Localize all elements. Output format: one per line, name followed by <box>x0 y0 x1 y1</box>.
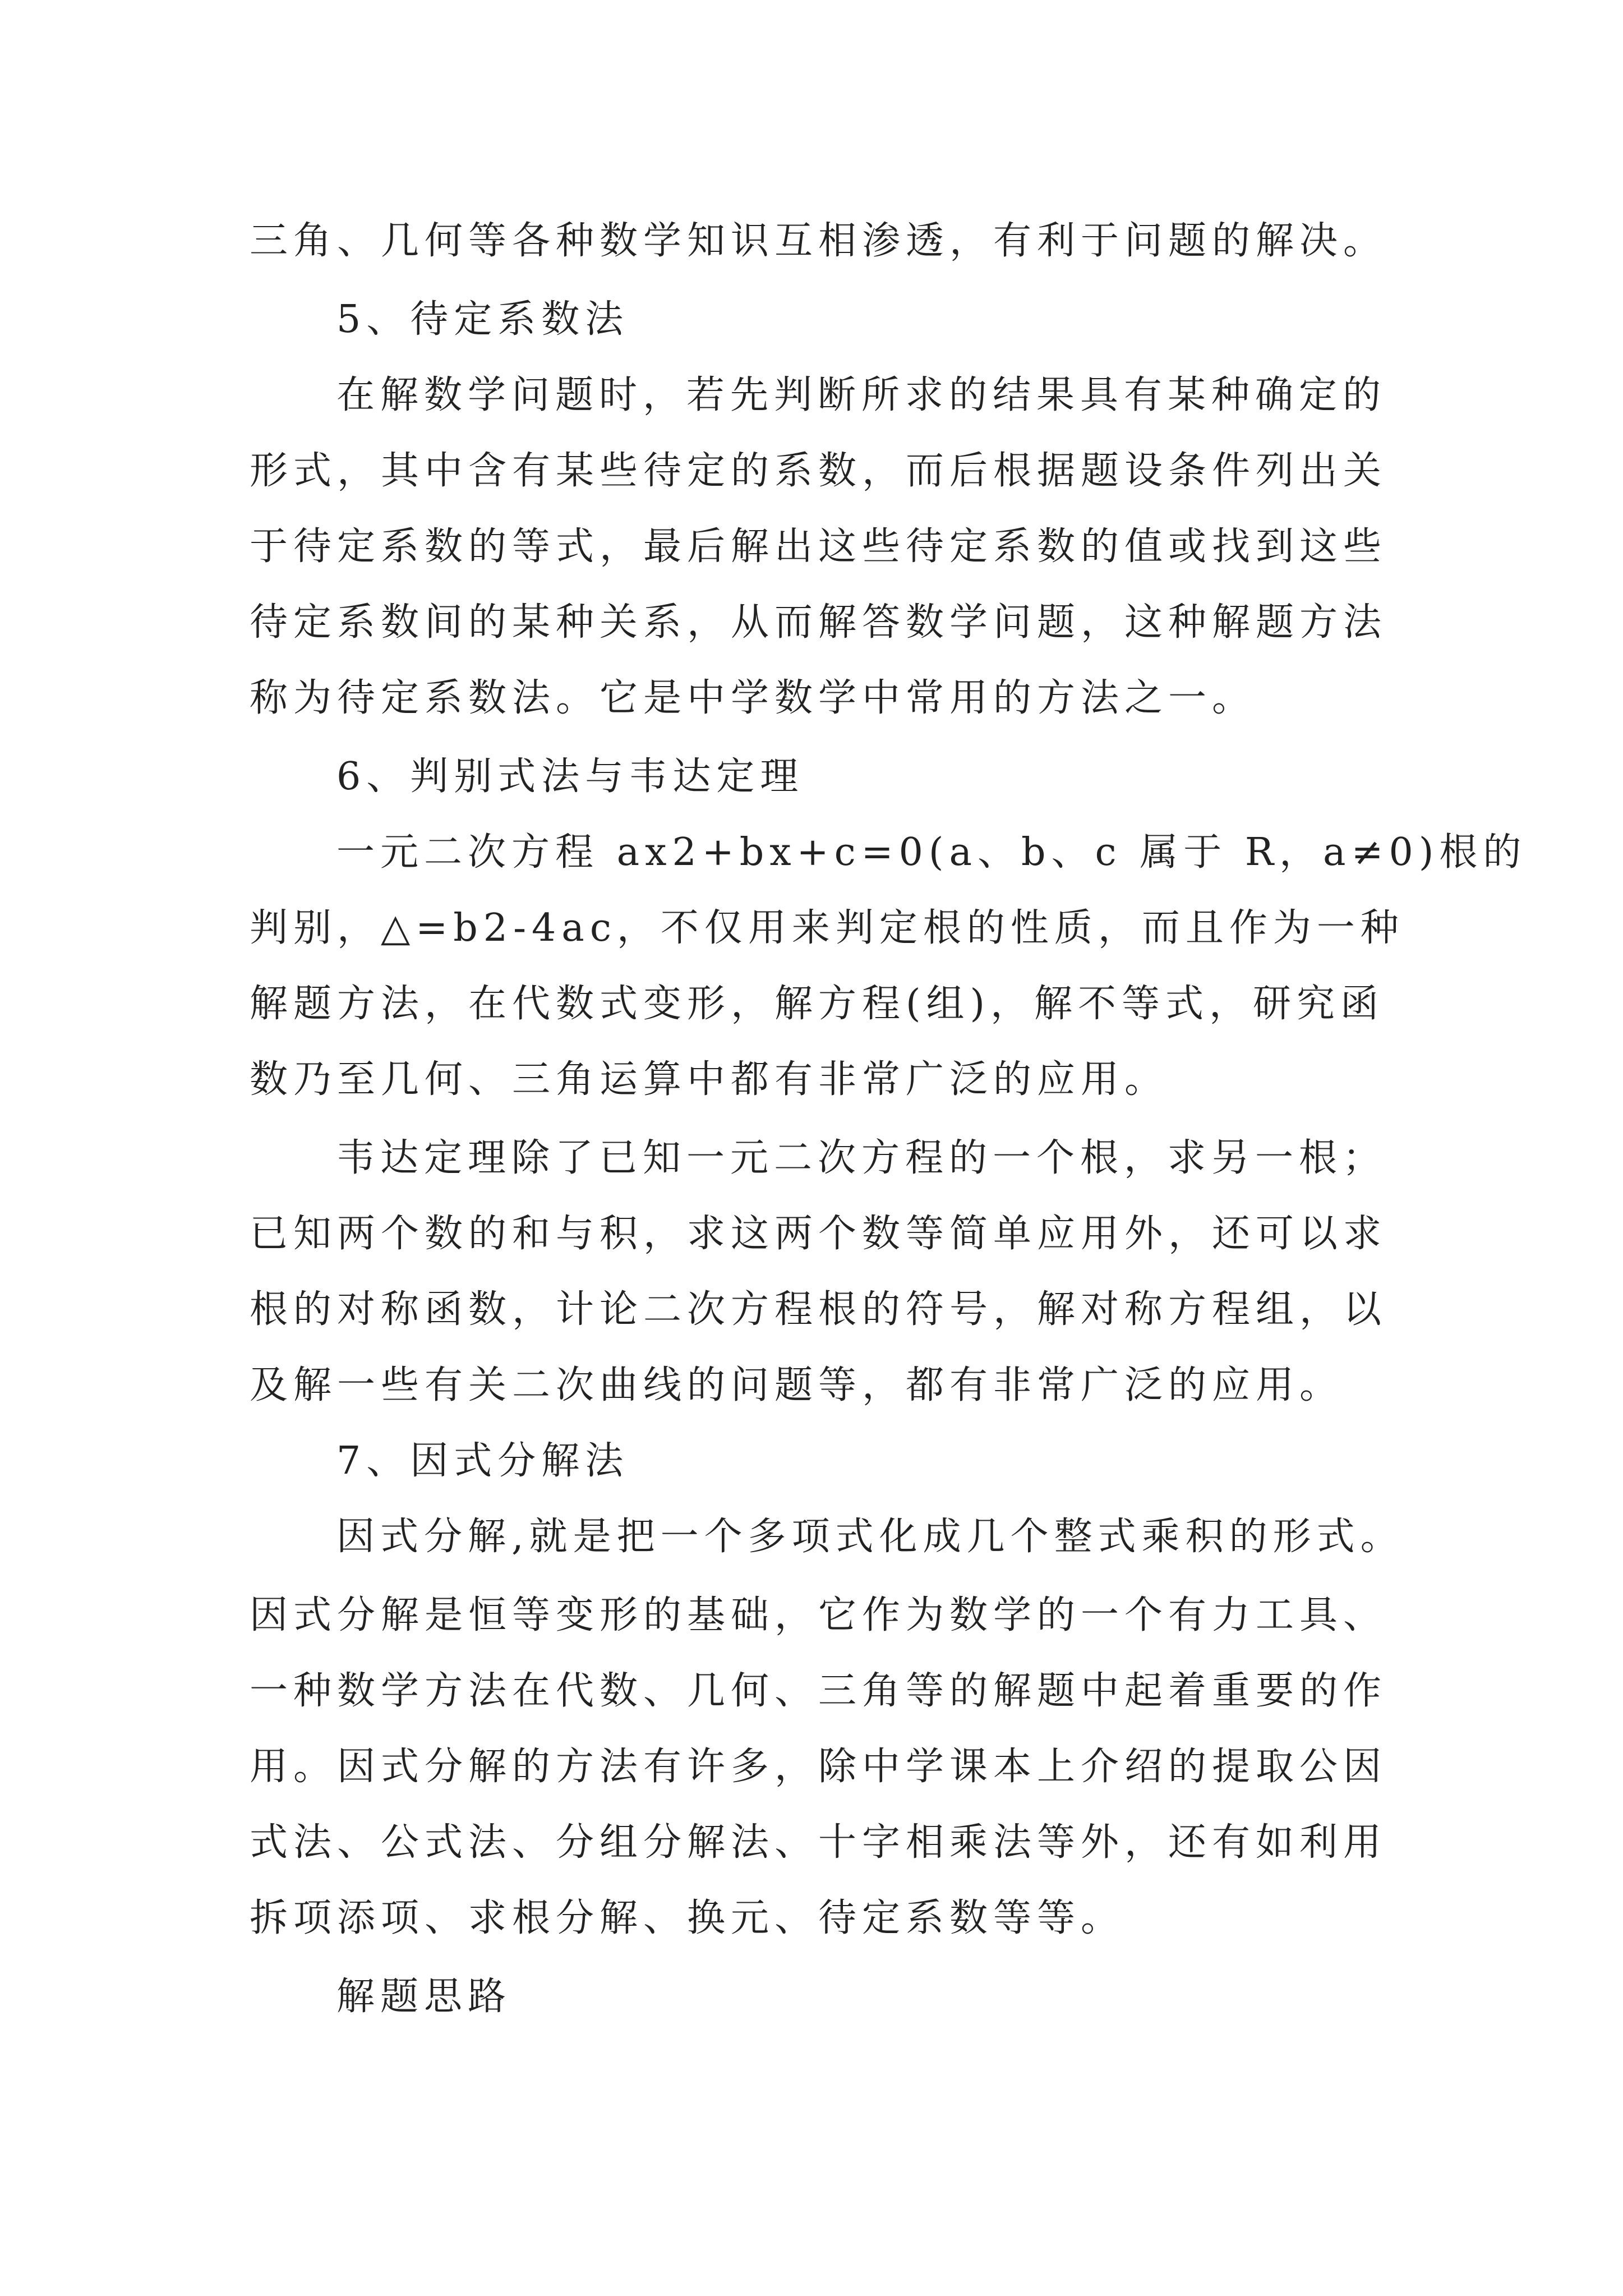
section-heading: 6、判别式法与韦达定理 <box>336 754 804 799</box>
text-line: 一种数学方法在代数、几何、三角等的解题中起着重要的作 <box>250 1669 1387 1713</box>
text-line: 解题方法，在代数式变形，解方程(组)，解不等式，研究函 <box>250 982 1385 1026</box>
text-line: 拆项添项、求根分解、换元、待定系数等等。 <box>250 1896 1125 1940</box>
text-line: 因式分解,就是把一个多项式化成几个整式乘积的形式。 <box>336 1515 1404 1559</box>
text-line: 一元二次方程 ax2+bx+c=0(a、b、c 属于 R，a≠0)根的 <box>336 830 1527 875</box>
text-line: 式法、公式法、分组分解法、十字相乘法等外，还有如利用 <box>250 1820 1387 1865</box>
section-heading: 7、因式分解法 <box>336 1439 629 1483</box>
text-line: 称为待定系数法。它是中学数学中常用的方法之一。 <box>250 676 1256 720</box>
text-line: 根的对称函数，计论二次方程根的符号，解对称方程组，以 <box>250 1287 1387 1332</box>
text-line: 形式，其中含有某些待定的系数，而后根据题设条件列出关 <box>250 449 1387 493</box>
section-heading: 解题思路 <box>336 1975 512 2019</box>
text-line: 及解一些有关二次曲线的问题等，都有非常广泛的应用。 <box>250 1363 1344 1407</box>
text-line: 数乃至几何、三角运算中都有非常广泛的应用。 <box>250 1057 1169 1102</box>
text-line: 判别，△=b2-4ac，不仅用来判定根的性质，而且作为一种 <box>250 906 1404 950</box>
text-line: 于待定系数的等式，最后解出这些待定系数的值或找到这些 <box>250 524 1387 569</box>
text-line: 在解数学问题时，若先判断所求的结果具有某种确定的 <box>336 373 1387 417</box>
text-line: 已知两个数的和与积，求这两个数等简单应用外，还可以求 <box>250 1212 1387 1256</box>
text-line: 三角、几何等各种数学知识互相渗透，有利于问题的解决。 <box>250 219 1387 263</box>
section-heading: 5、待定系数法 <box>336 297 629 342</box>
text-line: 用。因式分解的方法有许多，除中学课本上介绍的提取公因 <box>250 1745 1387 1789</box>
text-line: 因式分解是恒等变形的基础，它作为数学的一个有力工具、 <box>250 1593 1387 1637</box>
text-line: 韦达定理除了已知一元二次方程的一个根，求另一根； <box>336 1136 1387 1180</box>
text-line: 待定系数间的某种关系，从而解答数学问题，这种解题方法 <box>250 600 1387 645</box>
